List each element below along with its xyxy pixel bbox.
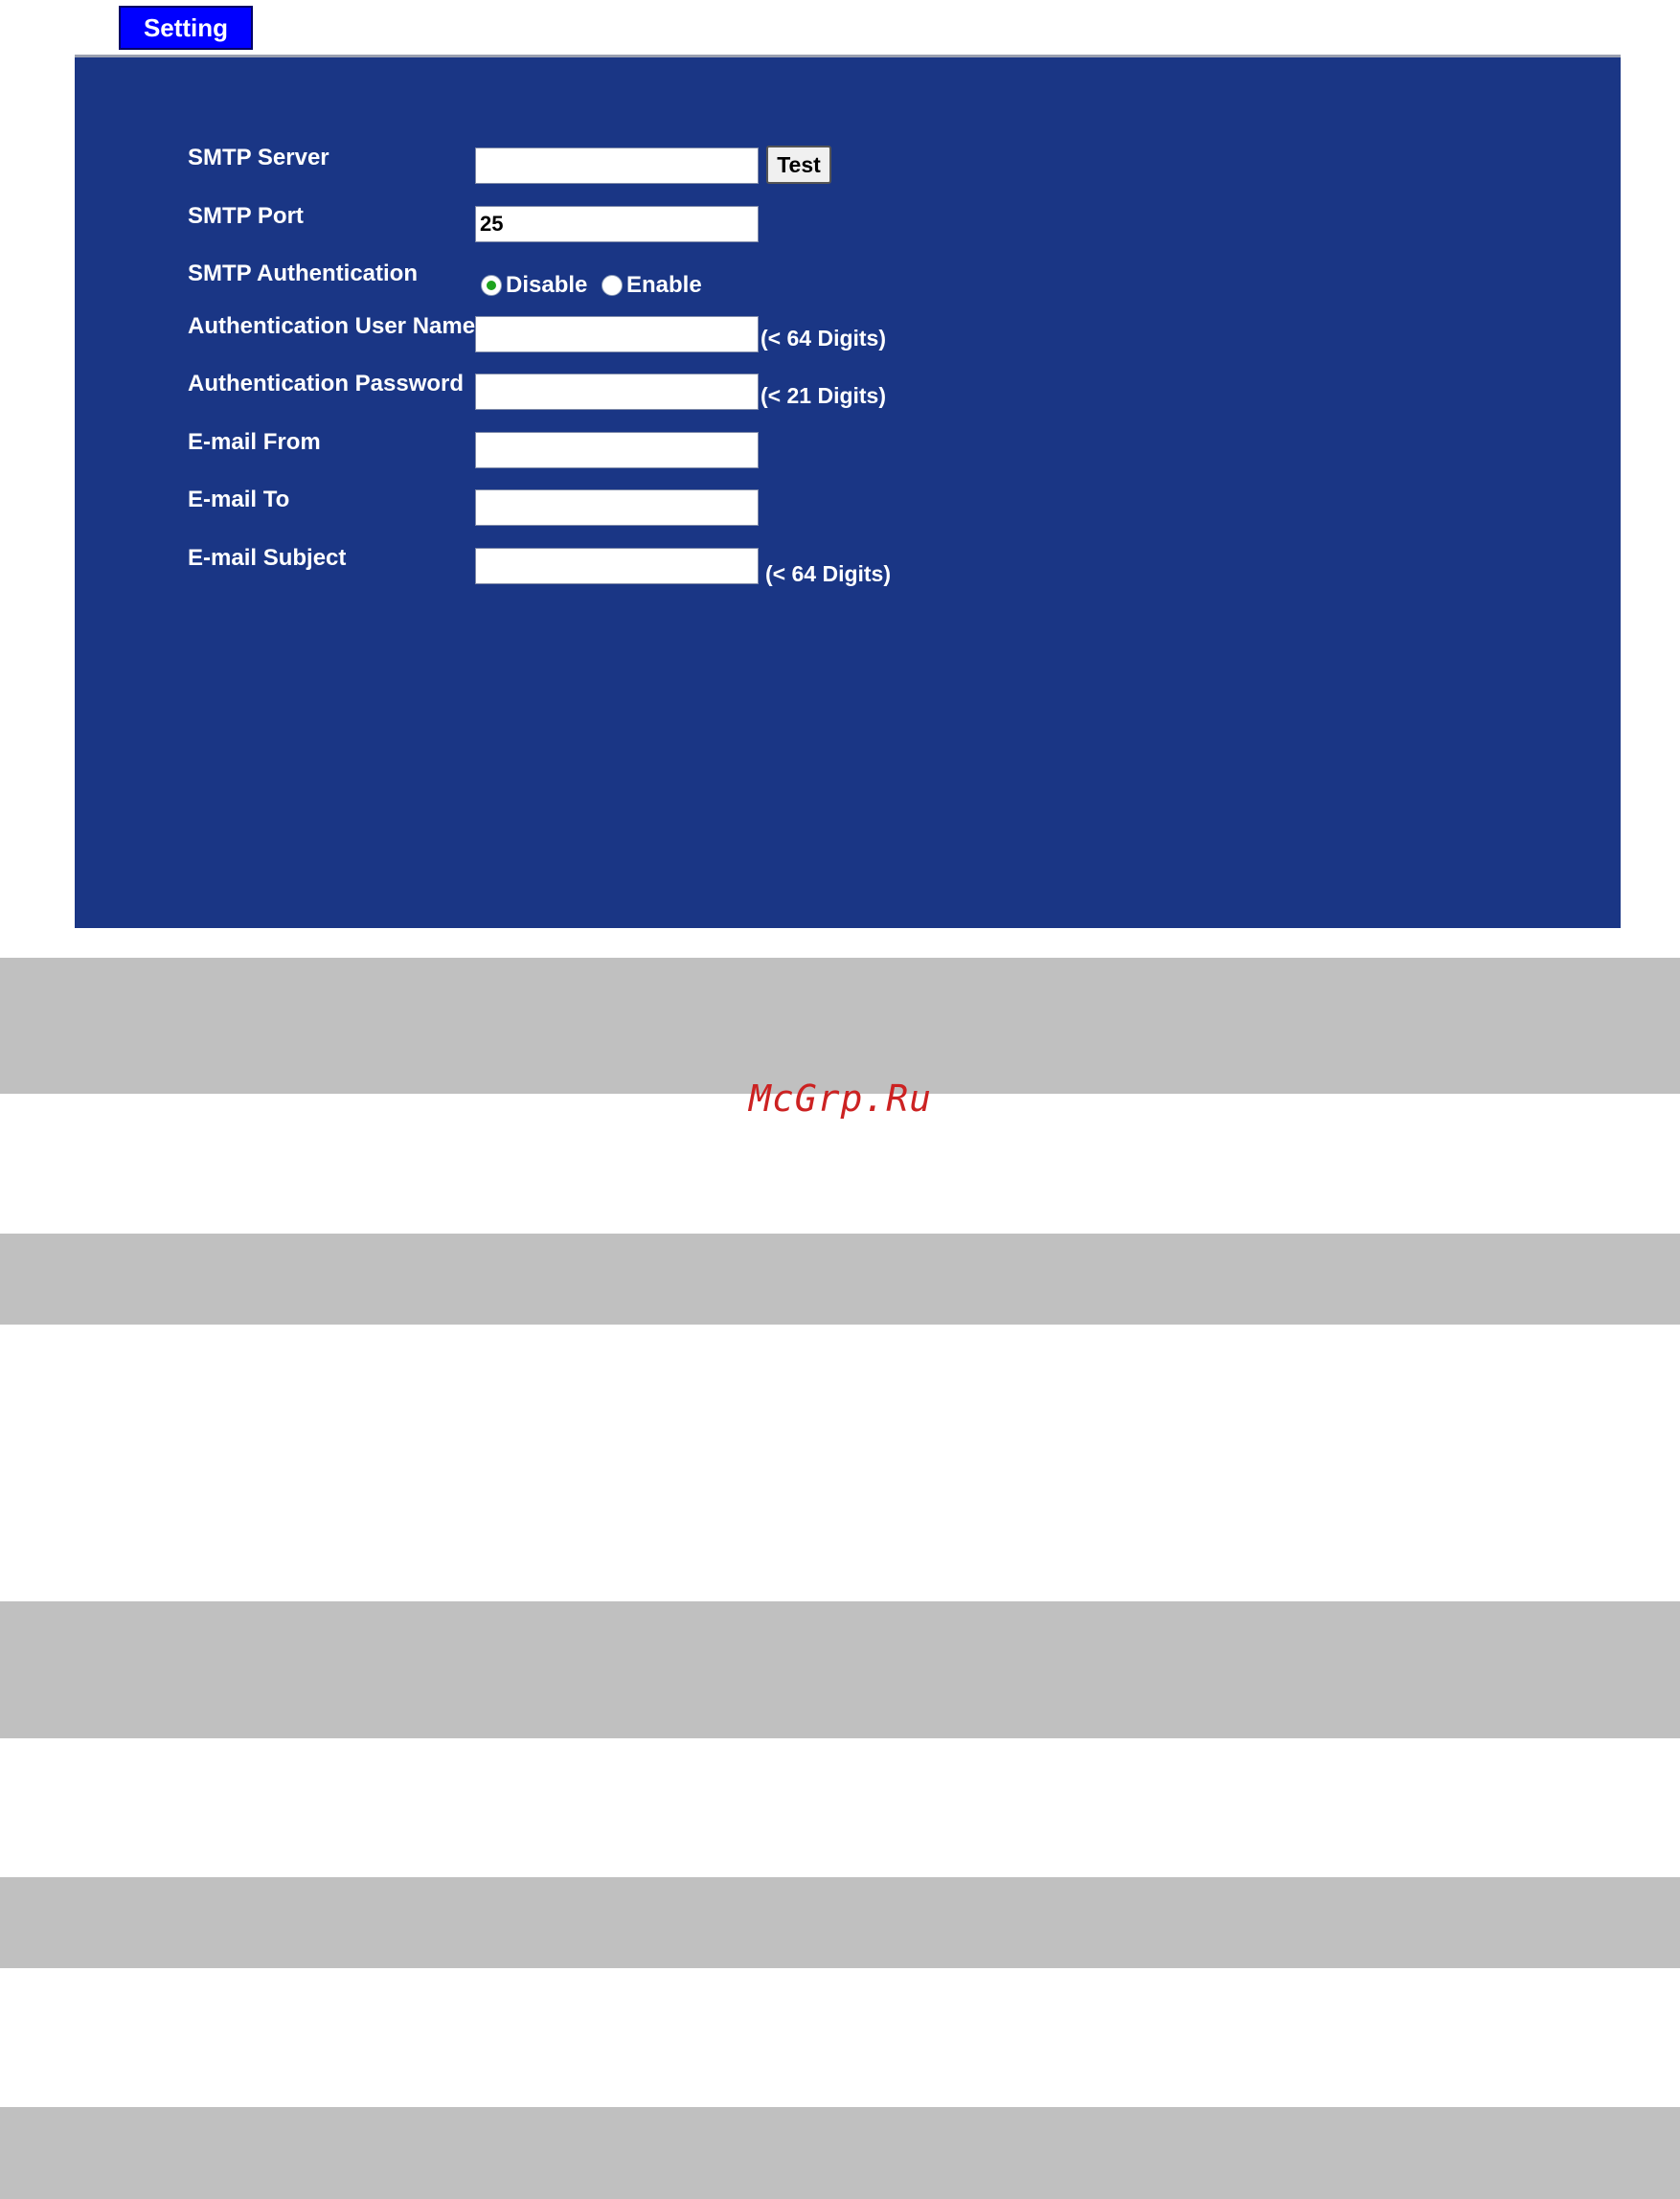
auth-pass-row [188, 370, 1337, 408]
smtp-auth-row [188, 260, 1337, 298]
email-to-label: E-mail To [188, 487, 290, 512]
email-subject-hint: (< 64 Digits) [765, 561, 892, 586]
smtp-auth-label: SMTP Authentication [188, 261, 418, 286]
tab-setting[interactable]: Setting [119, 6, 253, 50]
email-from-input[interactable] [475, 432, 759, 468]
email-to-input[interactable] [475, 489, 759, 526]
auth-pass-input[interactable] [475, 374, 759, 410]
auth-pass-hint: (< 21 Digits) [761, 383, 887, 408]
email-to-row [188, 486, 1337, 524]
email-from-row [188, 428, 1337, 466]
email-from-label: E-mail From [188, 429, 321, 455]
smtp-server-input[interactable] [475, 147, 759, 184]
settings-panel [75, 55, 1621, 928]
radio-enable[interactable] [602, 275, 623, 296]
radio-disable[interactable] [481, 275, 502, 296]
auth-user-input[interactable] [475, 316, 759, 352]
email-subject-row [188, 544, 1337, 586]
auth-disable-option[interactable] [481, 271, 587, 300]
auth-user-hint: (< 64 Digits) [761, 326, 887, 351]
smtp-server-row [188, 144, 1337, 182]
email-subject-input[interactable] [475, 548, 759, 584]
smtp-port-row [188, 202, 1337, 240]
smtp-server-label: SMTP Server [188, 145, 329, 170]
gray-band [0, 1877, 1680, 1968]
gray-band [0, 1601, 1680, 1738]
gray-band [0, 2107, 1680, 2199]
smtp-port-label: SMTP Port [188, 203, 304, 229]
radio-disable-label: Disable [506, 272, 588, 298]
gray-band [0, 1234, 1680, 1325]
watermark: McGrp.Ru [749, 1077, 933, 1120]
email-subject-label: E-mail Subject [188, 545, 347, 571]
auth-user-label: Authentication User Name [188, 313, 476, 339]
test-button[interactable]: Test [766, 146, 831, 184]
gray-band [0, 958, 1680, 1094]
auth-pass-label: Authentication Password [188, 371, 465, 397]
auth-user-row [188, 312, 1337, 351]
radio-enable-label: Enable [626, 272, 702, 298]
smtp-port-input[interactable] [475, 206, 759, 242]
auth-enable-option[interactable] [602, 271, 702, 300]
